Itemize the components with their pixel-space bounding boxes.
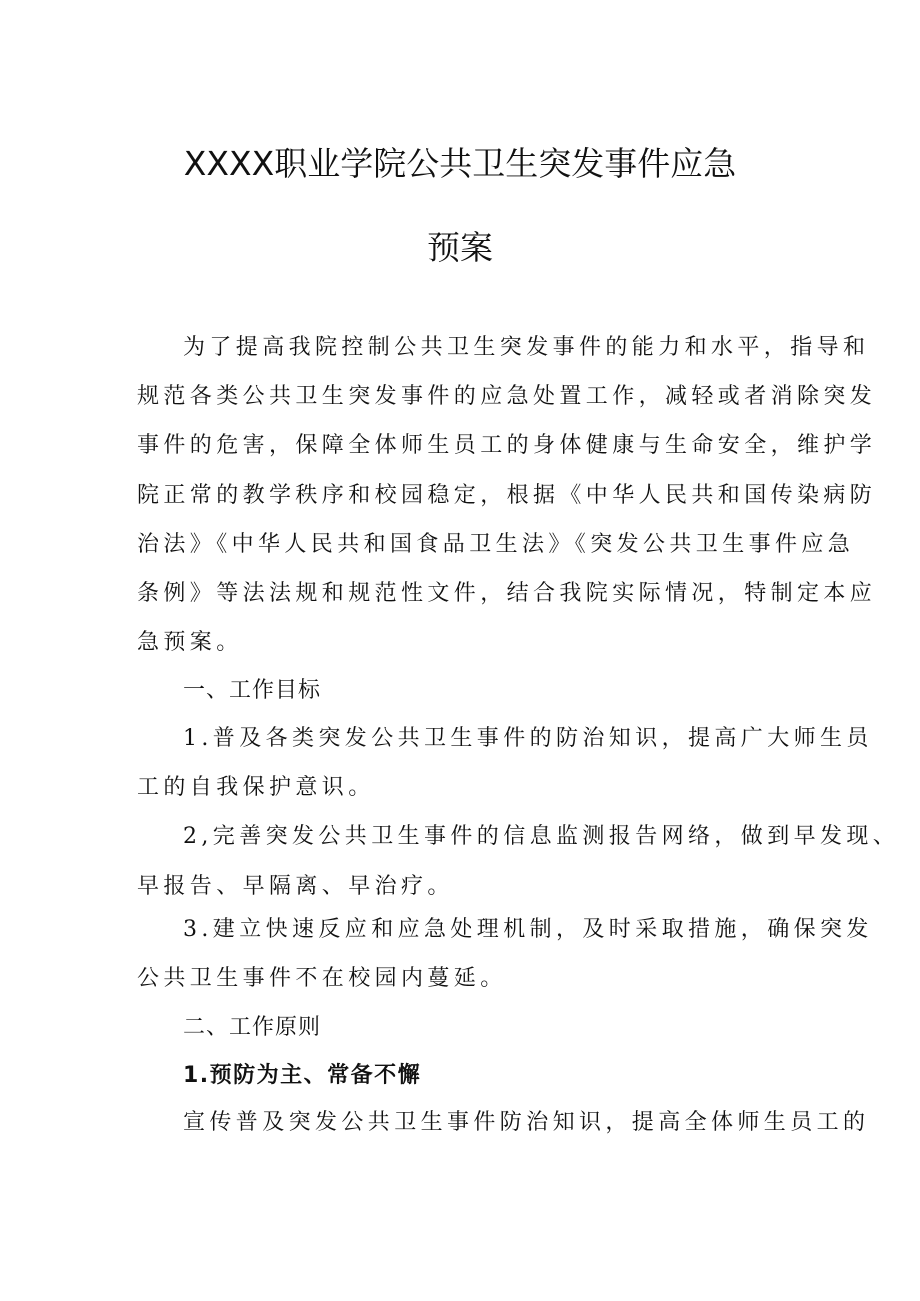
goal-1-line-1: 1.普及各类突发公共卫生事件的防治知识，提高广大师生员 — [183, 726, 873, 751]
goal-1-line-2: 工的自我保护意识。 — [137, 775, 375, 800]
intro-line-5: 治法》《中华人民共和国食品卫生法》《突发公共卫生事件应急 — [137, 532, 855, 557]
goal-2-line-2: 早报告、早隔离、早治疗。 — [137, 874, 454, 899]
principle-1-line-1: 宣传普及突发公共卫生事件防治知识，提高全体师生员工的 — [183, 1110, 870, 1135]
goal-2-line-1: 2,完善突发公共卫生事件的信息监测报告网络，做到早发现、 — [183, 824, 900, 849]
intro-line-1: 为了提高我院控制公共卫生突发事件的能力和水平，指导和 — [183, 335, 870, 360]
section-heading-principles: 二、工作原则 — [183, 1015, 322, 1040]
document-title-line-2: 预案 — [427, 228, 493, 267]
intro-line-4: 院正常的教学秩序和校园稳定，根据《中华人民共和国传染病防 — [137, 483, 877, 508]
intro-line-3: 事件的危害，保障全体师生员工的身体健康与生命安全，维护学 — [137, 433, 877, 458]
intro-line-2: 规范各类公共卫生突发事件的应急处置工作，减轻或者消除突发 — [137, 384, 877, 409]
principle-1-heading: 1.预防为主、常备不懈 — [183, 1063, 422, 1088]
document-title-line-1: XXXX职业学院公共卫生突发事件应急 — [183, 144, 737, 183]
section-heading-goals: 一、工作目标 — [183, 678, 322, 703]
goal-3-line-2: 公共卫生事件不在校园内蔓延。 — [137, 966, 507, 991]
intro-line-6: 条例》等法法规和规范性文件，结合我院实际情况，特制定本应 — [137, 581, 877, 606]
intro-line-7: 急预案。 — [137, 630, 243, 655]
goal-3-line-1: 3.建立快速反应和应急处理机制，及时采取措施，确保突发 — [183, 917, 873, 942]
